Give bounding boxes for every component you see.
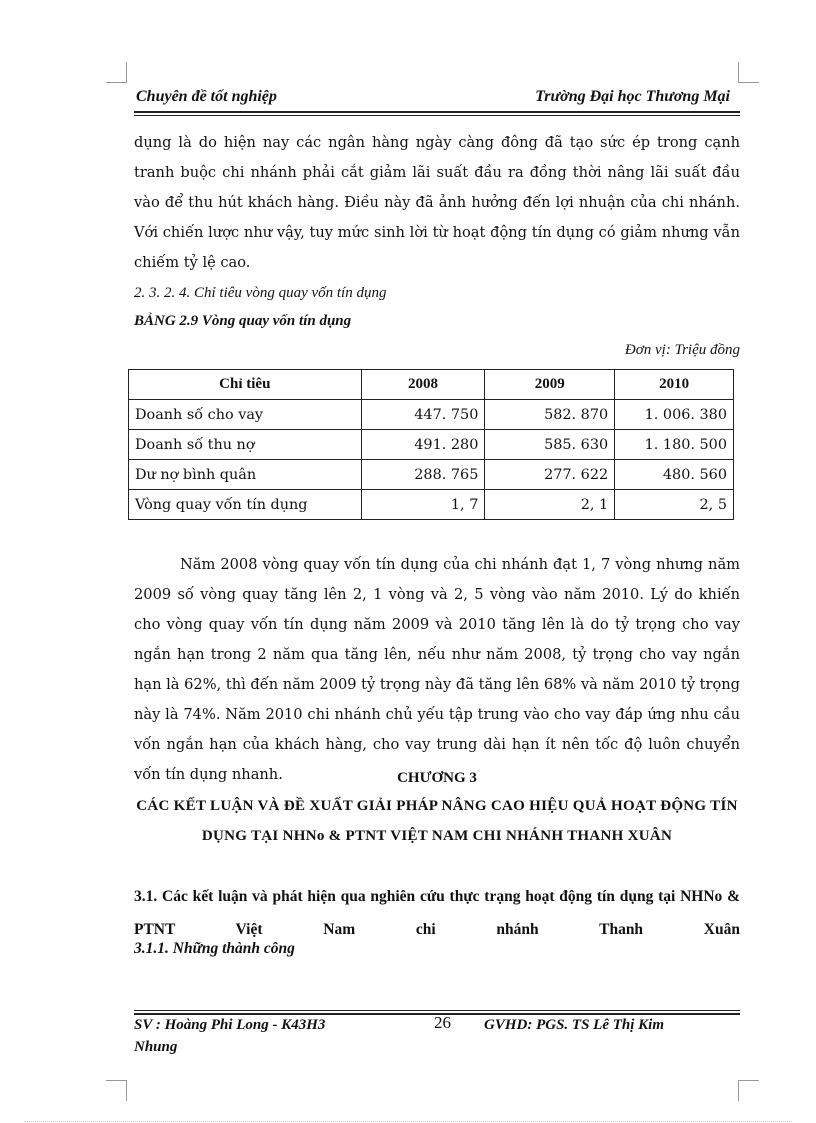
table-cell: 277. 622 [485,460,615,490]
page-number: 26 [434,1013,451,1032]
table-header-cell: 2008 [361,370,485,400]
corner-mark-top-left [106,62,127,83]
footer-advisor: GVHD: PGS. TS Lê Thị Kim [484,1017,665,1033]
paragraph-2-text: Năm 2008 vòng quay vốn tín dụng của chi nhánh đạt 1, 7 vòng nhưng năm 2009 số vòng quay tăng lên 2, 1 vòng và 2, 5 vòng vào năm 2010. Lý do khiến cho vòng quay vốn tín dụng năm 2009 và 2010 tăng lên là do tỷ trọng cho vay ngắn hạn trong 2 năm qua tăng lên, nếu như năm 2008, tỷ trọng cho vay ngắn hạn là 62%, thì đến năm 2009 tỷ trọng này đã tăng lên 68% và năm 2010 tỷ trọng này là 74%. Năm 2010 chi nhánh chủ yếu tập trung vào cho vay đáp ứng nhu cầu vốn ngắn hạn của khách hàng, cho vay trung dài hạn ít nên tốc độ luôn chuyển vốn tín dụng nhanh. [134,556,740,783]
table-cell: Vòng quay vốn tín dụng [129,490,362,520]
page-header [134,86,740,110]
unit-label: Đơn vị: Triệu đồng [624,342,740,358]
footer-advisor-continued: Nhung [134,1039,178,1055]
table-header-row [129,370,734,400]
paragraph-1: dụng là do hiện nay các ngân hàng ngày càng đông đã tạo sức ép trong cạnh tranh buộc chi nhánh phải cắt giảm lãi suất đầu ra đồng thời nâng lãi suất đầu vào để thu hút khách hàng. Điều này đã ảnh hưởng đến lợi nhuận của chi nhánh. Với chiến lược như vậy, tuy mức sinh lời từ hoạt động tín dụng có giảm nhưng vẫn chiếm tỷ lệ cao. [134,134,740,271]
table-cell: 1. 180. 500 [615,430,734,460]
table-cell: Doanh số thu nợ [129,430,362,460]
table-cell: 491. 280 [361,430,485,460]
chapter-number: CHƯƠNG 3 [397,770,477,786]
paragraph-2 [134,550,740,790]
table-cell: 288. 765 [361,460,485,490]
header-left: Chuyên đề tốt nghiệp [136,88,277,105]
credit-turnover-table [128,369,734,520]
table-cell: 2, 1 [485,490,615,520]
footer-rule-thin [134,1010,740,1011]
table-row [129,490,734,520]
table-row [129,430,734,460]
table-header-cell: Chỉ tiêu [129,370,362,400]
corner-mark-top-right [738,62,759,83]
table-caption: BẢNG 2.9 Vòng quay vốn tín dụng [134,313,352,329]
table-cell: 1. 006. 380 [615,400,734,430]
footer-student: SV : Hoàng Phi Long - K43H3 [134,1017,326,1033]
header-rule-thin [134,115,740,116]
table-row [129,400,734,430]
header-rule [134,111,740,113]
table-cell: 447. 750 [361,400,485,430]
table-cell: 480. 560 [615,460,734,490]
table-row [129,460,734,490]
corner-mark-bottom-left [106,1080,127,1101]
table-cell: Doanh số cho vay [129,400,362,430]
table-cell: 2, 5 [615,490,734,520]
page-edge-dotted-line [24,1121,792,1122]
section-heading-2-3-2-4: 2. 3. 2. 4. Chỉ tiêu vòng quay vốn tín dụng [134,285,387,301]
table-cell: 582. 870 [485,400,615,430]
table-cell: 1, 7 [361,490,485,520]
table-header-cell: 2010 [615,370,734,400]
section-heading-3-1-1: 3.1.1. Những thành công [134,940,295,957]
header-right: Trường Đại học Thương Mại [535,88,730,105]
section-heading-3-1: 3.1. Các kết luận và phát hiện qua nghiên cứu thực trạng hoạt động tín dụng tại NHNo & PTNT Việt Nam chi nhánh Thanh Xuân [134,888,740,938]
corner-mark-bottom-right [738,1080,759,1101]
table-cell: Dư nợ bình quân [129,460,362,490]
table-cell: 585. 630 [485,430,615,460]
chapter-title: CÁC KẾT LUẬN VÀ ĐỀ XUẤT GIẢI PHÁP NÂNG CAO HIỆU QUẢ HOẠT ĐỘNG TÍN DỤNG TẠI NHNo & PTNT VIỆT NAM CHI NHÁNH THANH XUÂN [136,798,738,844]
table-header-cell: 2009 [485,370,615,400]
